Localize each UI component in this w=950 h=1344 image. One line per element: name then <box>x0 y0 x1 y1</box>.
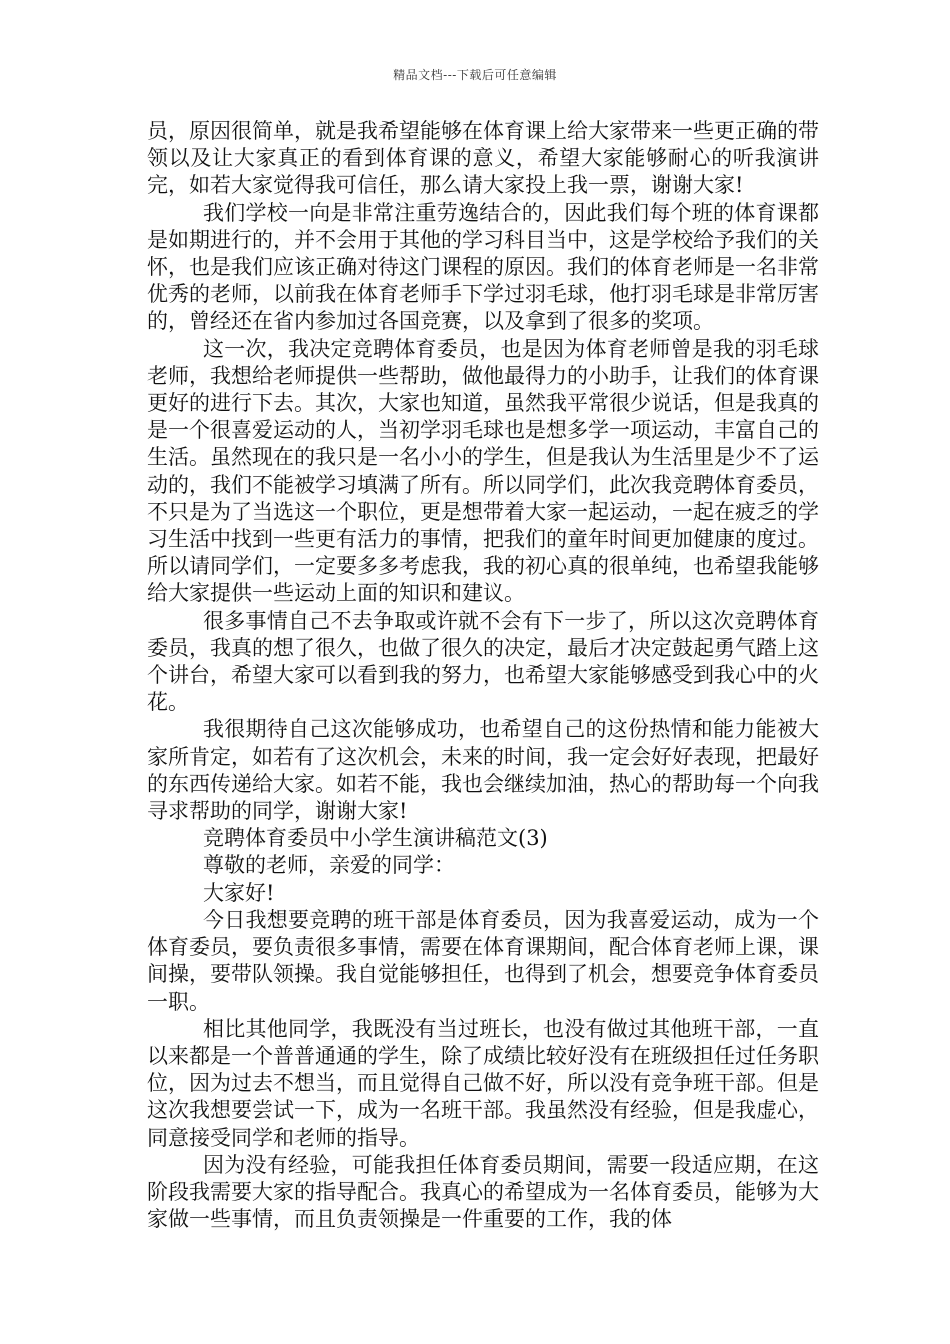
paragraph-1: 员，原因很简单，就是我希望能够在体育课上给大家带来一些更正确的带领以及让大家真正的看到体育课的意义，希望大家能够耐心的听我演讲完，如若大家觉得我可信任，那么请大家投上我一票，谢谢大家! <box>147 119 819 198</box>
page-header: 精品文档---下载后可任意编辑 <box>393 68 557 82</box>
document-body <box>147 118 819 1233</box>
greeting: 大家好! <box>203 880 275 905</box>
paragraph-3: 这一次，我决定竞聘体育委员，也是因为体育老师曾是我的羽毛球老师，我想给老师提供一些帮助，做他最得力的小助手，让我们的体育课更好的进行下去。其次，大家也知道，虽然我平常很少说话，但是我真的是一个很喜爱运动的人，当初学羽毛球也是想多学一项运动，丰富自己的生活。虽然现在的我只是一名小小的学生，但是我认为生活里是少不了运动的，我们不能被学习填满了所有。所以同学们，此次我竞聘体育委员，不只是为了当选这一个职位，更是想带着大家一起运动，一起在疲乏的学习生活中找到一些更有活力的事情，把我们的童年时间更加健康的度过。所以请同学们，一定要多多考虑我，我的初心真的很单纯，也希望我能够给大家提供一些运动上面的知识和建议。 <box>147 336 819 606</box>
paragraph-8: 因为没有经验，可能我担任体育委员期间，需要一段适应期，在这阶段我需要大家的指导配合。我真心的希望成为一名体育委员，能够为大家做一些事情，而且负责领操是一件重要的工作，我的体 <box>147 1152 819 1232</box>
paragraph-5: 我很期待自己这次能够成功，也希望自己的这份热情和能力能被大家所肯定，如若有了这次机会，未来的时间，我一定会好好表现，把最好的东西传递给大家。如若不能，我也会继续加油，热心的帮助每一个向我寻求帮助的同学，谢谢大家! <box>147 717 819 824</box>
paragraph-6: 今日我想要竞聘的班干部是体育委员，因为我喜爱运动，成为一个体育委员，要负责很多事情，需要在体育课期间，配合体育老师上课，课间操，要带队领操。我自觉能够担任，也得到了机会，想要竞争体育委员一职。 <box>147 907 819 1014</box>
salutation: 尊敬的老师，亲爱的同学： <box>203 853 455 878</box>
paragraph-4: 很多事情自己不去争取或许就不会有下一步了，所以这次竞聘体育委员，我真的想了很久，也做了很久的决定，最后才决定鼓起勇气踏上这个讲台，希望大家可以看到我的努力，也希望大家能够感受到我心中的火花。 <box>147 608 819 715</box>
paragraph-7: 相比其他同学，我既没有当过班长，也没有做过其他班干部，一直以来都是一个普普通通的学生，除了成绩比较好没有在班级担任过任务职位，因为过去不想当，而且觉得自己做不好，所以没有竞争班干部。但是这次我想要尝试一下，成为一名班干部。我虽然没有经验，但是我虚心，同意接受同学和老师的指导。 <box>147 1016 819 1150</box>
section-title: 竞聘体育委员中小学生演讲稿范文(3) <box>203 826 548 851</box>
paragraph-2: 我们学校一向是非常注重劳逸结合的，因此我们每个班的体育课都是如期进行的，并不会用于其他的学习科目当中，这是学校给予我们的关怀，也是我们应该正确对待这门课程的原因。我们的体育老师是一名非常优秀的老师，以前我在体育老师手下学过羽毛球，他打羽毛球是非常厉害的，曾经还在省内参加过各国竞赛，以及拿到了很多的奖项。 <box>147 200 819 334</box>
